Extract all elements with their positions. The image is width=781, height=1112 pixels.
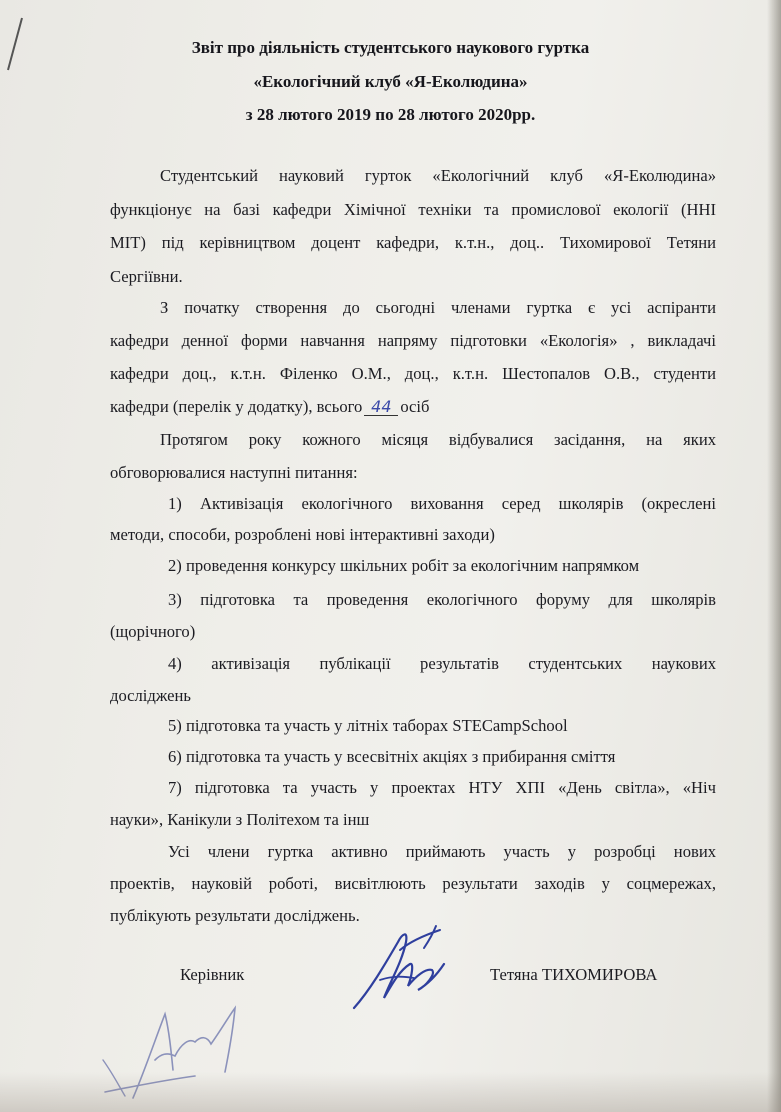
list-item-4-line2: досліджень [110, 686, 191, 705]
p2-line3: кафедри доц., к.т.н. Філенко О.М., доц., к.т.н. Шестопалов О.В., студенти [110, 364, 716, 383]
members-count-prefix: кафедри (перелік у додатку), всього [110, 397, 363, 416]
signatory-name: Тетяна ТИХОМИРОВА [490, 965, 658, 984]
p1-line4: Сергіївни. [110, 267, 183, 286]
p2-line2: кафедри денної форми навчання напряму підготовки «Екологія» , викладачі [110, 331, 716, 350]
p1-line1: Студентський науковий гурток «Екологічний клуб «Я-Еколюдина» [160, 166, 716, 185]
page-edge-shadow [767, 0, 781, 1112]
page-bottom-shadow [0, 1072, 781, 1112]
p2-line1: З початку створення до сьогодні членами гуртка є усі аспіранти [160, 298, 716, 317]
p3-line2: обговорювалися наступні питання: [110, 463, 358, 482]
list-item-1-line2: методи, способи, розроблені нові інтерактивні заходи) [110, 525, 495, 544]
members-count-suffix: осіб [400, 397, 430, 416]
p2-line4 [110, 397, 429, 417]
p1-line2: функціонує на базі кафедри Хімічної техніки та промислової екології (ННІ [110, 200, 716, 219]
list-item-5: 5) підготовка та участь у літніх таборах STECampSchool [168, 716, 568, 735]
p4-line3: публікують результати досліджень. [110, 906, 360, 925]
members-count-handwritten: 44 [364, 399, 398, 416]
list-item-3-line1: 3) підготовка та проведення екологічного форуму для школярів [168, 590, 716, 609]
p3-line1: Протягом року кожного місяця відбувалися засідання, на яких [160, 430, 716, 449]
p4-line2: проектів, науковій роботі, висвітлюють результати заходів у соцмережах, [110, 874, 716, 893]
signature-mark [340, 920, 460, 1020]
p1-line3: МІТ) під керівництвом доцент кафедри, к.т.н., доц.. Тихомирової Тетяни [110, 233, 716, 252]
list-item-1-line1: 1) Активізація екологічного виховання серед школярів (окреслені [168, 494, 716, 513]
list-item-6: 6) підготовка та участь у всесвітніх акціях з прибирання сміття [168, 747, 616, 766]
signatory-role: Керівник [180, 965, 245, 984]
list-item-2: 2) проведення конкурсу шкільних робіт за екологічним напрямком [168, 556, 640, 575]
list-item-7-line2: науки», Канікули з Політехом та інш [110, 810, 370, 829]
report-title-line3: з 28 лютого 2019 по 28 лютого 2020рр. [245, 105, 536, 124]
p4-line1: Усі члени гуртка активно приймають участь у розробці нових [168, 842, 716, 861]
list-item-7-line1: 7) підготовка та участь у проектах НТУ ХПІ «День світла», «Ніч [168, 778, 716, 797]
list-item-4-line1: 4) активізація публікації результатів студентських наукових [168, 654, 716, 673]
report-title-line1: Звіт про діяльність студентського наукового гуртка [191, 38, 590, 57]
list-item-3-line2: (щорічного) [110, 622, 196, 641]
report-title-line2: «Екологічний клуб «Я-Еколюдина» [253, 72, 528, 91]
